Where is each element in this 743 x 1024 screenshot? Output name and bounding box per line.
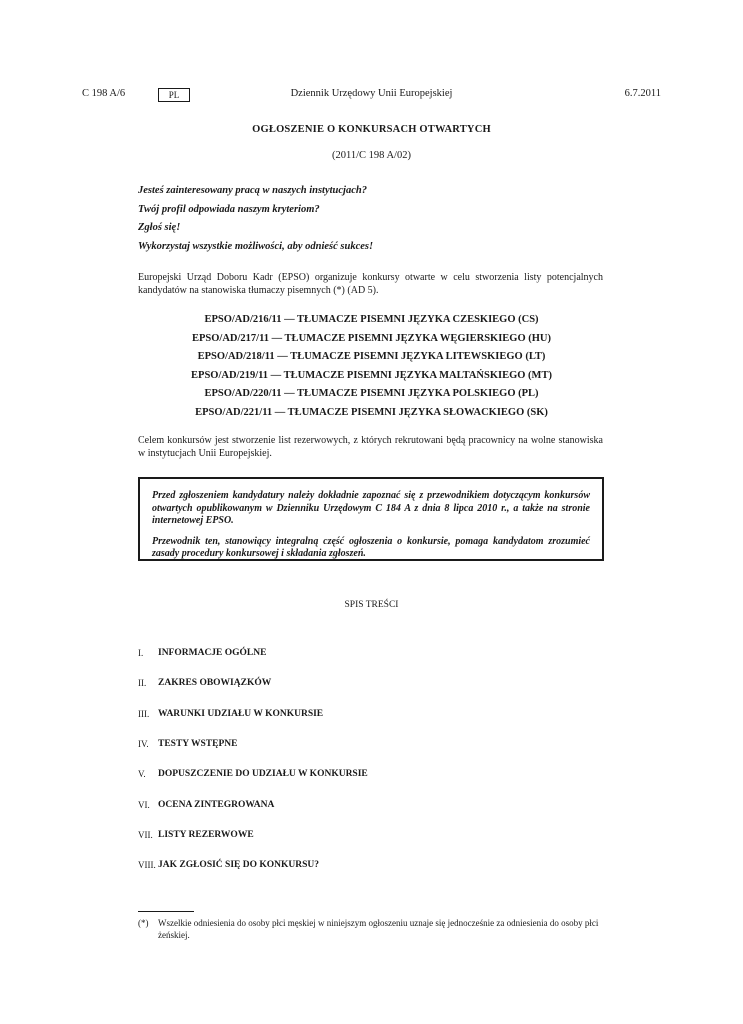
journal-series-number: C 198 A/6 <box>82 88 126 99</box>
footnote <box>138 917 606 941</box>
toc-number: III. <box>138 709 150 719</box>
footnote-divider <box>138 911 194 912</box>
toc-number: VI. <box>138 800 150 810</box>
tagline: Wykorzystaj wszystkie możliwości, aby odnieść sukces! <box>138 241 374 252</box>
competition-item: EPSO/AD/217/11 — TŁUMACZE PISEMNI JĘZYKA WĘGIERSKIEGO (HU) <box>191 332 551 344</box>
document-title: OGŁOSZENIE O KONKURSACH OTWARTYCH <box>252 124 491 135</box>
toc-number: V. <box>138 769 146 779</box>
toc-label[interactable]: INFORMACJE OGÓLNE <box>158 648 267 658</box>
toc-number: VII. <box>138 830 153 840</box>
notice-paragraph: Przed zgłoszeniem kandydatury należy dokładnie zapoznać się z przewodnikiem dotyczącym konkursów otwartych opublikowanym w Dzienniku Urzędowym C 184 A z dnia 8 lipca 2010 r., a także na stronie internetowej EPSO. <box>152 490 590 526</box>
toc-label[interactable]: OCENA ZINTEGROWANA <box>158 800 275 810</box>
tagline: Zgłoś się! <box>138 222 181 233</box>
toc-number: I. <box>138 648 144 658</box>
toc-title: SPIS TREŚCI <box>344 600 399 610</box>
competition-item: EPSO/AD/220/11 — TŁUMACZE PISEMNI JĘZYKA POLSKIEGO (PL) <box>204 388 539 399</box>
notice-box <box>138 477 604 561</box>
footnote-marker: (*) <box>138 918 149 928</box>
document-reference: (2011/C 198 A/02) <box>332 150 411 161</box>
competition-item: EPSO/AD/218/11 — TŁUMACZE PISEMNI JĘZYKA LITEWSKIEGO (LT) <box>197 351 546 362</box>
toc-number: II. <box>138 678 147 688</box>
competition-item: EPSO/AD/216/11 — TŁUMACZE PISEMNI JĘZYKA CZESKIEGO (CS) <box>204 314 539 325</box>
tagline: Twój profil odpowiada naszym kryteriom? <box>138 204 320 215</box>
purpose-paragraph: Celem konkursów jest stworzenie list rezerwowych, z których rekrutowani będą pracownicy na wolne stanowiska w instytucjach Unii Europejskiej. <box>138 435 603 459</box>
journal-title: Dziennik Urzędowy Unii Europejskiej <box>290 88 453 99</box>
toc-number: VIII. <box>138 860 156 870</box>
intro-paragraph: Europejski Urząd Doboru Kadr (EPSO) organizuje konkursy otwarte w celu stworzenia listy potencjalnych kandydatów na stanowiska tłumaczy pisemnych (*) (AD 5). <box>138 272 603 296</box>
competition-item: EPSO/AD/219/11 — TŁUMACZE PISEMNI JĘZYKA MALTAŃSKIEGO (MT) <box>191 369 552 381</box>
footnote-text: Wszelkie odniesienia do osoby płci męskiej w niniejszym ogłoszeniu uznaje się jednocześnie za odniesienia do osoby płci żeńskiej. <box>158 918 599 940</box>
toc-number: IV. <box>138 739 149 749</box>
competition-list <box>0 311 743 422</box>
publication-date: 6.7.2011 <box>624 88 661 99</box>
toc-label[interactable]: LISTY REZERWOWE <box>158 830 254 840</box>
tagline: Jesteś zainteresowany pracą w naszych instytucjach? <box>138 185 367 196</box>
notice-paragraph: Przewodnik ten, stanowiący integralną część ogłoszenia o konkursie, pomaga kandydatom zrozumieć zasady procedury konkursowej i składania zgłoszeń. <box>152 535 590 559</box>
toc-label[interactable]: TESTY WSTĘPNE <box>158 739 238 749</box>
toc-label[interactable]: JAK ZGŁOSIĆ SIĘ DO KONKURSU? <box>158 860 320 870</box>
language-badge: PL <box>158 88 190 102</box>
toc-label[interactable]: WARUNKI UDZIAŁU W KONKURSIE <box>158 709 324 719</box>
toc-label[interactable]: DOPUSZCZENIE DO UDZIAŁU W KONKURSIE <box>158 769 368 779</box>
toc-label[interactable]: ZAKRES OBOWIĄZKÓW <box>158 678 272 688</box>
competition-item: EPSO/AD/221/11 — TŁUMACZE PISEMNI JĘZYKA SŁOWACKIEGO (SK) <box>195 406 548 418</box>
